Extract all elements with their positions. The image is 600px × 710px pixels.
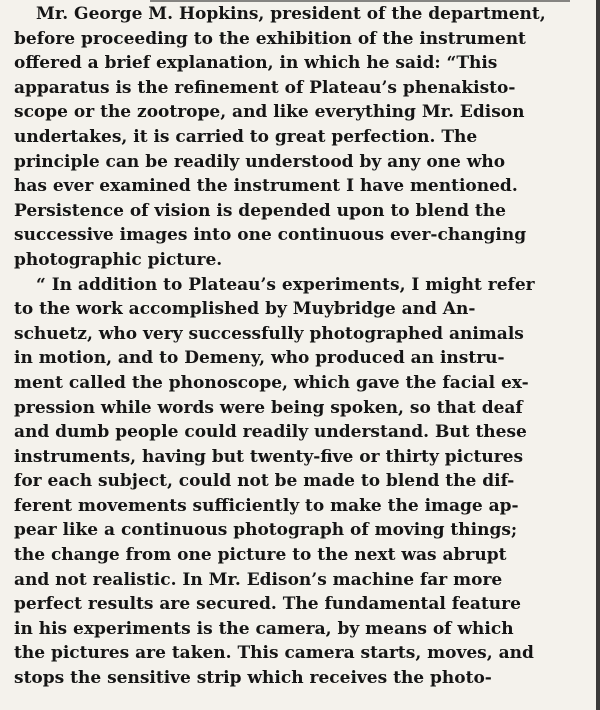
scan-edge [596, 0, 600, 710]
text-line: to the work accomplished by Muybridge and An- [14, 299, 476, 320]
text-line: in motion, and to Demeny, who produced an instru- [14, 348, 505, 369]
paragraph-2 [14, 273, 582, 691]
text-line: offered a brief explanation, in which he said: “This [14, 53, 498, 74]
text-line: successive images into one continuous ever-changing [14, 225, 527, 246]
text-line: undertakes, it is carried to great perfection. The [14, 126, 478, 147]
text-line: photographic picture. [14, 249, 223, 270]
paragraph-1 [14, 2, 582, 273]
text-line: “ In addition to Plateau’s experiments, I might refer [36, 274, 535, 295]
text-line: before proceeding to the exhibition of the instrument [14, 28, 526, 49]
text-line: ment called the phonoscope, which gave the facial ex- [14, 372, 529, 393]
text-line: for each subject, could not be made to blend the dif- [14, 471, 515, 492]
text-line: the pictures are taken. This camera starts, moves, and [14, 643, 534, 664]
text-line: apparatus is the refinement of Plateau’s phenakisto- [14, 77, 516, 98]
text-line: instruments, having but twenty-five or thirty pictures [14, 446, 524, 467]
text-line: the change from one picture to the next was abrupt [14, 545, 507, 566]
text-line: principle can be readily understood by any one who [14, 151, 506, 172]
text-line: pear like a continuous photograph of moving things; [14, 520, 518, 541]
text-line: and not realistic. In Mr. Edison’s machine far more [14, 569, 503, 590]
text-line: perfect results are secured. The fundamental feature [14, 594, 521, 615]
text-line: and dumb people could readily understand. But these [14, 422, 527, 443]
top-rule [150, 0, 570, 2]
text-line: pression while words were being spoken, so that deaf [14, 397, 523, 418]
text-line: schuetz, who very successfully photographed animals [14, 323, 524, 344]
text-line: ferent movements sufficiently to make the image ap- [14, 495, 519, 516]
text-line: has ever examined the instrument I have mentioned. [14, 176, 518, 197]
text-line: scope or the zootrope, and like everything Mr. Edison [14, 102, 525, 123]
text-line: stops the sensitive strip which receives the photo- [14, 668, 492, 689]
text-line: in his experiments is the camera, by means of which [14, 618, 514, 639]
text-line: Persistence of vision is depended upon to blend the [14, 200, 506, 221]
text-line: Mr. George M. Hopkins, president of the department, [36, 4, 546, 24]
